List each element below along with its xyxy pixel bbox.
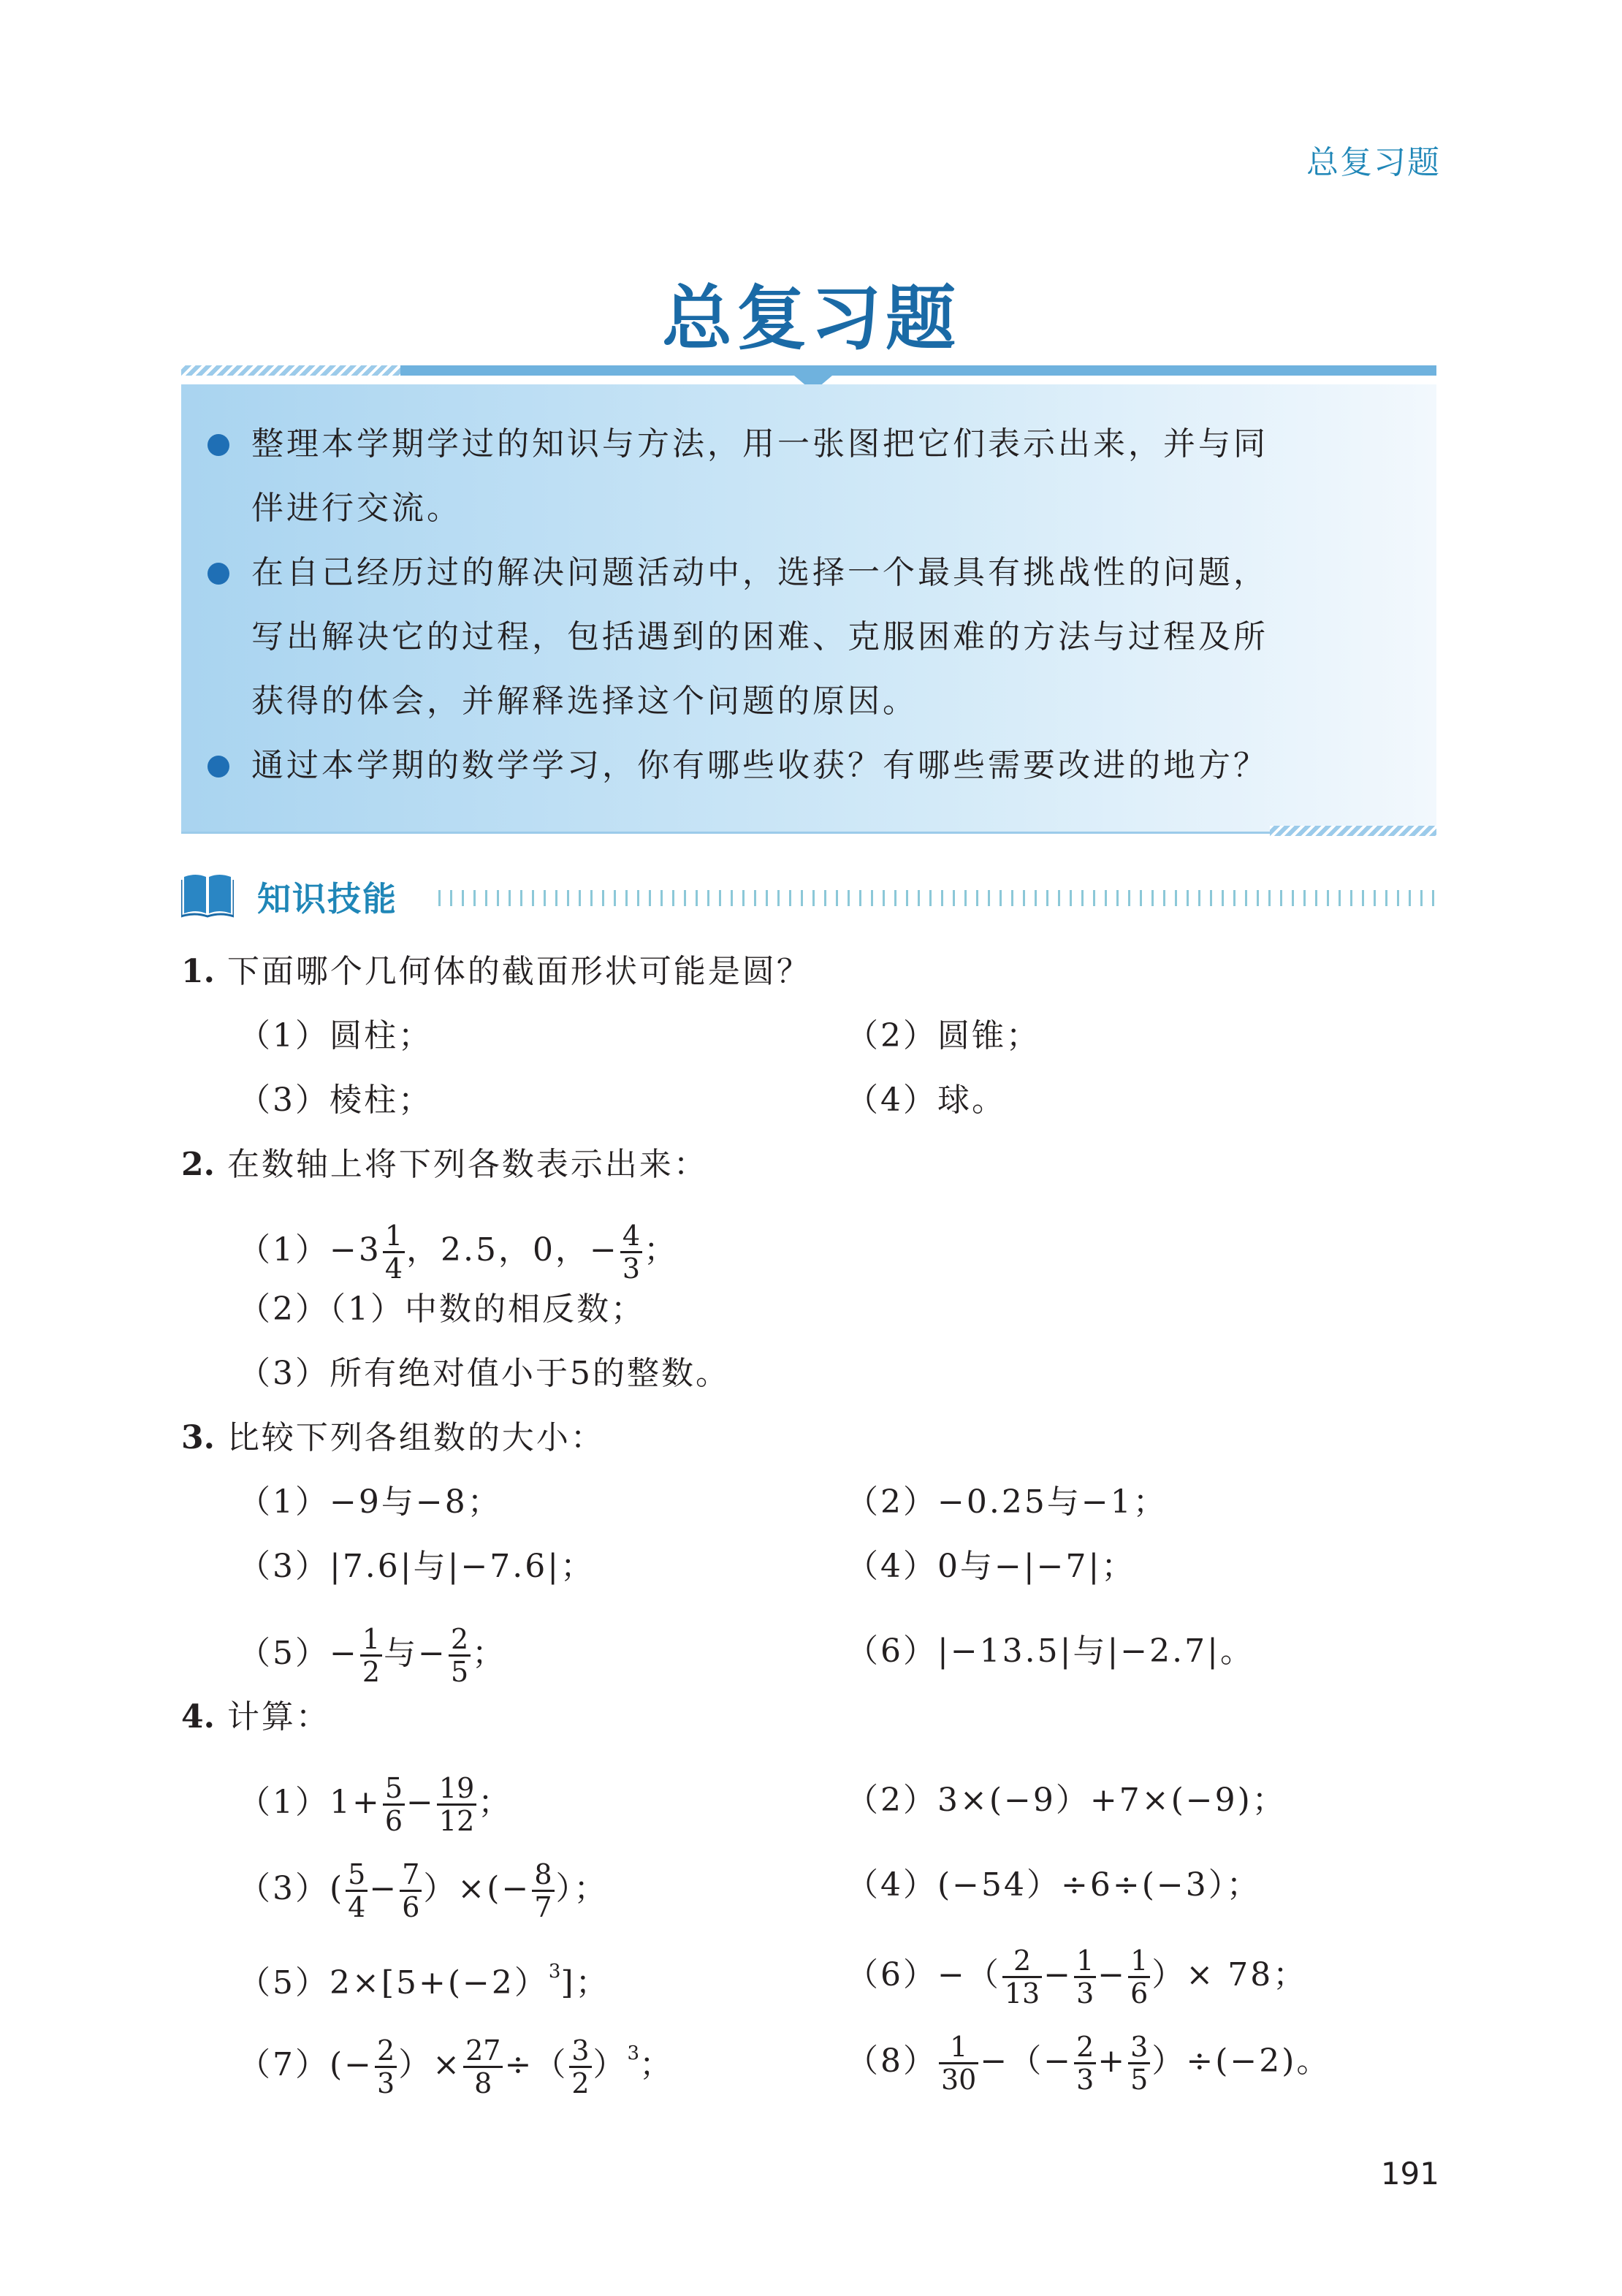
problem-number: 3.: [181, 1419, 215, 1456]
problem-3-item-3: （3）|7.6|与|−7.6|；: [238, 1548, 595, 1585]
math-text: −3: [330, 1231, 381, 1269]
fraction: [569, 2035, 591, 2099]
running-header: 总复习题: [1306, 144, 1441, 181]
math-text: ）× 78；: [1151, 1956, 1308, 1993]
math-text: （3）(: [238, 1870, 345, 1907]
denominator: 5: [450, 1656, 469, 1688]
fraction: [532, 1859, 554, 1923]
numerator: 5: [346, 1859, 368, 1892]
bullet-line: 写出解决它的过程，包括遇到的困难、克服困难的方法与过程及所: [251, 618, 1268, 655]
problem-number: 2.: [181, 1146, 215, 1183]
denominator: 30: [941, 2064, 977, 2096]
fraction: [939, 2031, 978, 2095]
numerator: 2: [375, 2035, 397, 2068]
numerator: 1: [1128, 1945, 1150, 1978]
math-text: ）: [593, 2046, 628, 2083]
fraction: [1074, 2031, 1096, 2095]
math-text: ；: [639, 2046, 674, 2083]
numerator: 3: [1128, 2031, 1150, 2064]
problem-3-item-6: （6）|−13.5|与|−2.7|。: [846, 1632, 1254, 1670]
math-text: ，2.5，0，−: [406, 1231, 619, 1269]
problem-1-item: （4）球。: [846, 1082, 1006, 1119]
intro-bullet: [251, 412, 1377, 541]
math-text: （7）(−: [238, 2046, 374, 2083]
item-label: （1）: [238, 1231, 330, 1269]
problem-3-item-5: [238, 1624, 506, 1687]
math-text: （1）1+: [238, 1784, 381, 1821]
intro-bullet: [251, 734, 1377, 798]
page-number: 191: [1380, 2156, 1439, 2192]
fraction: [437, 1773, 476, 1836]
math-text: ；: [478, 1784, 513, 1821]
problem-number: 1.: [181, 953, 215, 990]
math-text: ÷（: [504, 2046, 568, 2083]
denominator: 6: [402, 1891, 420, 1923]
problem-2-item-1: [238, 1220, 678, 1284]
numerator: 4: [620, 1220, 642, 1253]
bullet-dot-icon: [207, 434, 229, 456]
problem-1-item: （1）圆柱；: [238, 1017, 433, 1054]
fraction: [383, 1220, 405, 1284]
math-text: +: [1097, 2042, 1127, 2080]
fraction: [375, 2035, 397, 2099]
fraction: [1128, 1945, 1150, 2009]
fraction: [360, 1624, 382, 1687]
bullet-line: 整理本学期学过的知识与方法，用一张图把它们表示出来，并与同: [251, 425, 1268, 463]
fraction: [1128, 2031, 1150, 2095]
denominator: 7: [534, 1891, 552, 1923]
open-book-icon: [181, 870, 234, 918]
math-text: （8）: [846, 2042, 937, 2080]
problem-4-item-5: [238, 1950, 610, 2005]
math-text: ）；: [555, 1870, 609, 1907]
math-text: −: [1043, 1956, 1073, 1993]
problem-4-item-1: [238, 1773, 512, 1836]
numerator: 1: [939, 2031, 978, 2064]
math-text: −: [406, 1784, 435, 1821]
bullet-dot-icon: [207, 563, 229, 585]
math-text: （5）2×[5+(−2）: [238, 1964, 549, 2002]
math-text: ；: [644, 1231, 679, 1269]
exponent: 3: [627, 2042, 640, 2064]
numerator: 3: [569, 2035, 591, 2068]
numerator: 7: [400, 1859, 422, 1892]
denominator: 3: [622, 1252, 641, 1285]
intro-box: [181, 365, 1436, 833]
math-text: ；: [472, 1635, 507, 1672]
problem-4-item-3: [238, 1859, 609, 1923]
problem-3-item-4: （4）0与−|−7|；: [846, 1548, 1136, 1585]
bullet-line: 在自己经历过的解决问题活动中，选择一个最具有挑战性的问题，: [251, 554, 1268, 591]
bullet-line: 获得的体会，并解释选择这个问题的原因。: [251, 683, 918, 720]
math-text: ）÷(−2)。: [1151, 2042, 1331, 2080]
problem-text: 下面哪个几何体的截面形状可能是圆？: [226, 953, 811, 990]
problem-4-item-8: [846, 2031, 1330, 2095]
bullet-dot-icon: [207, 756, 229, 778]
problem-text: 比较下列各组数的大小：: [226, 1419, 605, 1456]
fraction: [620, 1220, 642, 1284]
denominator: 2: [571, 2067, 590, 2099]
section-dotted-rule: [438, 890, 1436, 906]
problem-4-item-2: （2）3×(−9）+7×(−9)；: [846, 1782, 1287, 1819]
exponent: 3: [548, 1961, 561, 1983]
fraction: [463, 2035, 503, 2099]
numerator: 5: [383, 1773, 405, 1806]
denominator: 2: [362, 1656, 381, 1688]
math-text: 与−: [384, 1635, 447, 1672]
math-text: （5）−: [238, 1635, 359, 1672]
intro-hatch-decoration-bottom: [1270, 826, 1436, 836]
numerator: 1: [1074, 1945, 1096, 1978]
problem-1: [181, 950, 811, 994]
numerator: 2: [1074, 2031, 1096, 2064]
problem-number: 4.: [181, 1698, 215, 1736]
denominator: 12: [438, 1805, 475, 1837]
math-text: ）×(−: [423, 1870, 531, 1907]
math-text: ]；: [560, 1964, 610, 2002]
problem-2-item-3: （3）所有绝对值小于5的整数。: [238, 1355, 730, 1392]
problem-4-item-6: [846, 1945, 1307, 2009]
problem-3-item-1: （1）−9与−8；: [238, 1483, 502, 1521]
math-text: ）×: [398, 2046, 462, 2083]
fraction: [1002, 1945, 1042, 2009]
bullet-line: 通过本学期的数学学习，你有哪些收获？有哪些需要改进的地方？: [251, 747, 1268, 784]
problem-text: 计算：: [226, 1698, 330, 1736]
denominator: 13: [1004, 1977, 1040, 2010]
problem-text: 在数轴上将下列各数表示出来：: [226, 1146, 708, 1183]
math-text: −: [1097, 1956, 1127, 1993]
problem-1-item: （3）棱柱；: [238, 1082, 433, 1119]
numerator: 1: [383, 1220, 405, 1253]
denominator: 4: [384, 1252, 403, 1285]
fraction: [400, 1859, 422, 1923]
fraction: [383, 1773, 405, 1836]
fraction: [346, 1859, 368, 1923]
denominator: 6: [1130, 1977, 1149, 2010]
intro-bullet: [251, 541, 1377, 734]
problem-3-item-2: （2）−0.25与−1；: [846, 1483, 1168, 1521]
numerator: 8: [532, 1859, 554, 1892]
fraction: [449, 1624, 471, 1687]
problem-4-item-4: （4）(−54）÷6÷(−3）；: [846, 1866, 1261, 1904]
numerator: 1: [360, 1624, 382, 1657]
numerator: 19: [437, 1773, 476, 1806]
intro-hatch-decoration: [181, 365, 400, 376]
intro-bottom-line: [181, 832, 1277, 834]
section-title: 知识技能: [257, 879, 397, 919]
math-text: （6）−（: [846, 1956, 1001, 1993]
denominator: 6: [384, 1805, 403, 1837]
denominator: 3: [1076, 1977, 1094, 2010]
problem-2-item-2: （2）（1）中数的相反数；: [238, 1290, 645, 1328]
page-title: 总复习题: [662, 278, 960, 360]
denominator: 3: [377, 2067, 395, 2099]
problem-2: [181, 1143, 708, 1187]
math-text: −: [369, 1870, 399, 1907]
problem-4-item-7: [238, 2031, 674, 2099]
section-heading: [181, 870, 1436, 921]
denominator: 8: [474, 2067, 492, 2099]
problem-1-item: （2）圆锥；: [846, 1017, 1040, 1054]
numerator: 27: [463, 2035, 503, 2068]
numerator: 2: [1002, 1945, 1042, 1978]
problem-3: [181, 1416, 605, 1460]
denominator: 4: [348, 1891, 366, 1923]
problem-4: [181, 1695, 330, 1739]
numerator: 2: [449, 1624, 471, 1657]
denominator: 5: [1130, 2064, 1149, 2096]
denominator: 3: [1076, 2064, 1094, 2096]
bullet-line: 伴进行交流。: [251, 490, 462, 527]
fraction: [1074, 1945, 1096, 2009]
math-text: −（−: [980, 2042, 1073, 2080]
